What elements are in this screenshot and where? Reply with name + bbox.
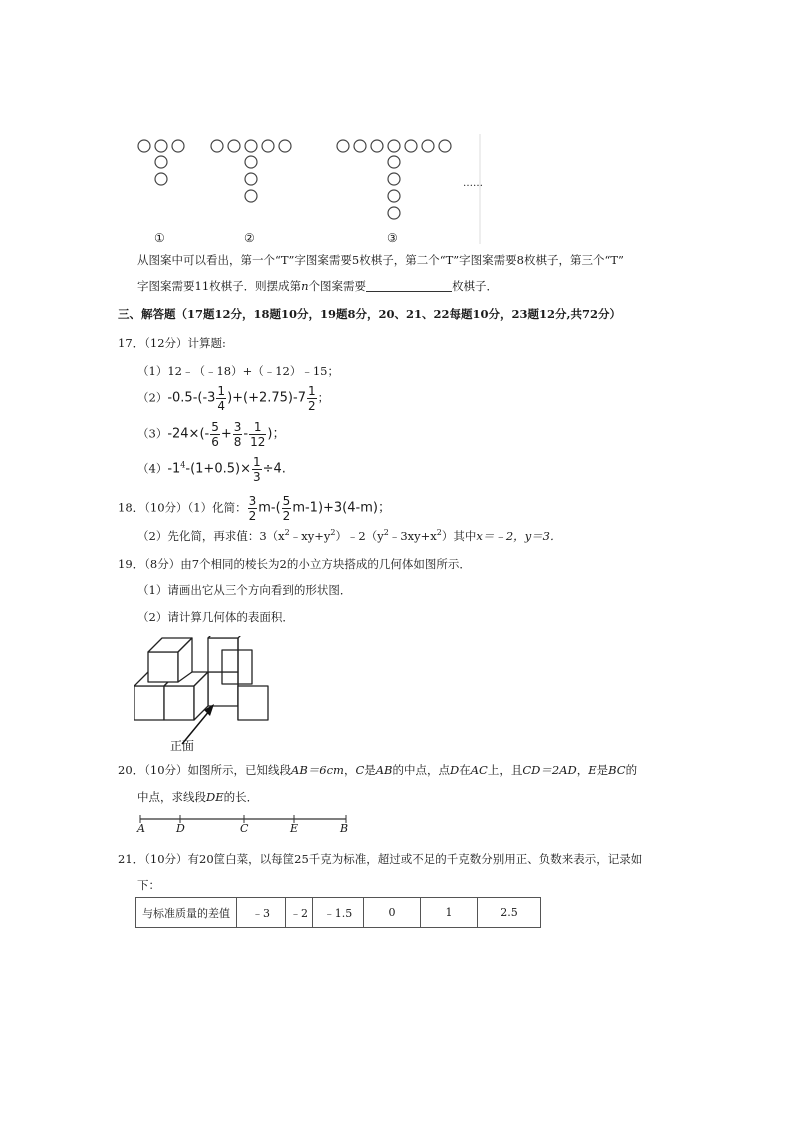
t-pattern-figure: [128, 132, 488, 250]
q20-e: E: [588, 763, 597, 777]
point-c: C: [240, 822, 249, 835]
chess-piece: [422, 140, 434, 152]
fraction: $\frac{3}{8}$: [233, 420, 242, 449]
q20-text: 的: [625, 763, 638, 777]
exponent: 2: [383, 528, 389, 538]
fraction: $\frac{1}{2}$: [307, 384, 316, 413]
q20-c: C: [355, 763, 365, 777]
chess-piece: [228, 140, 240, 152]
q20-ac: AC: [470, 763, 488, 777]
cube-top: [208, 636, 252, 638]
chess-piece: [245, 156, 257, 168]
q20-text: 中点，求线段: [137, 790, 206, 804]
q16-text-b: 个图案需要: [308, 279, 367, 293]
table-cell: ﹣1.5: [313, 898, 364, 928]
fraction: $\frac{1}{3}$: [252, 455, 261, 484]
q20-text: 的中点，点: [392, 763, 451, 777]
q16-line2: [137, 278, 498, 294]
chess-piece: [371, 140, 383, 152]
q20-line2: [137, 789, 258, 805]
chess-piece: [388, 207, 400, 219]
q18-p2-text: ）其中: [441, 529, 477, 543]
q18-p2-text: （2）先化简，再求值：3（x: [137, 529, 285, 543]
q16-line1: 从图案中可以看出，第一个“T”字图案需要5枚棋子，第二个“T”字图案需要8枚棋子，第三个“T”: [137, 253, 624, 267]
chess-piece: [262, 140, 274, 152]
q20-text: 是: [596, 763, 609, 777]
exponent: 2: [436, 528, 442, 538]
q17-part2-expr-a: -0.5-(-3: [167, 390, 216, 406]
q17-part4-label: （4）: [137, 461, 168, 476]
q17-part2-end: ；: [317, 390, 330, 405]
pattern-label-2: ②: [244, 231, 255, 245]
q18-expr-a: m-(: [258, 500, 281, 516]
q18-x-value: x＝﹣2，: [476, 529, 525, 543]
section3-title: 三、解答题（17题12分，18题10分，19题8分，20、21、22每题10分，23题12分,共72分）: [118, 307, 622, 321]
q17-part4-expr-a: -1: [167, 461, 181, 477]
q18-line1: [118, 494, 391, 523]
q21-line1: 21．（10分）有20筐白菜，以每筐25千克为标准，超过或不足的千克数分别用正、负数来表示，记录如: [118, 852, 643, 866]
q18-expr-b: m-1)+3(4-m)；: [292, 500, 391, 516]
chess-piece: [405, 140, 417, 152]
chess-piece: [138, 140, 150, 152]
fraction: $\frac{1}{12}$: [250, 420, 266, 449]
cube-front: [238, 686, 268, 720]
q20-line1: [118, 762, 637, 778]
q16-text-a: 字图案需要11枚棋子．则摆成第: [137, 279, 302, 293]
chess-piece: [245, 173, 257, 185]
point-d: D: [176, 822, 185, 835]
chess-piece: [155, 173, 167, 185]
q20-ab: AB＝6cm: [291, 763, 344, 777]
q21-line2: 下：: [137, 878, 160, 892]
q17-part2-expr-b: )+(+2.75)-7: [227, 390, 306, 406]
chess-piece: [388, 156, 400, 168]
q17-stem: 17．（12分）计算题:: [118, 336, 226, 350]
chess-piece: [388, 173, 400, 185]
fraction: $\frac{5}{2}$: [282, 494, 291, 523]
point-e: E: [290, 822, 299, 835]
chess-piece: [388, 140, 400, 152]
q20-text: 上，且: [487, 763, 523, 777]
q18-p2-text: ﹣3xy+x: [388, 529, 437, 543]
front-label: 正面: [170, 739, 195, 753]
chess-piece: [388, 190, 400, 202]
point-a: A: [137, 822, 145, 835]
chess-piece: [245, 140, 257, 152]
exponent: 2: [284, 528, 290, 538]
q17-part3: [137, 420, 285, 449]
cube-front: [134, 686, 164, 720]
chess-piece: [172, 140, 184, 152]
q17-part3-expr-a: -24×(-: [167, 426, 210, 442]
pattern-label-3: ③: [387, 231, 398, 245]
q20-cd: CD＝2AD: [522, 763, 577, 777]
q17-part2-label: （2）: [137, 390, 168, 405]
q16-text-c: 枚棋子．: [452, 279, 499, 293]
q19-stem: 19．（8分）由7个相同的棱长为2的小立方块搭成的几何体如图所示．: [118, 557, 471, 571]
q17-part4-expr-b: -(1+0.5)×: [185, 461, 251, 477]
point-b: B: [340, 822, 349, 835]
cube-front: [208, 672, 238, 706]
q20-text: 是: [364, 763, 376, 777]
q17-part1: （1）12﹣（﹣18）+（﹣12）﹣15；: [137, 364, 339, 378]
fraction: $\frac{3}{2}$: [248, 494, 257, 523]
table-cell: 1: [421, 898, 478, 928]
q18-p2-text: ﹣xy+y: [289, 529, 331, 543]
q20-ab: AB: [375, 763, 393, 777]
q17-part3-end: )；: [267, 426, 286, 442]
q20-de: DE: [206, 790, 224, 804]
q16-n: n: [301, 279, 309, 293]
q20-text: 的长．: [223, 790, 259, 804]
chess-piece: [337, 140, 349, 152]
chess-piece: [245, 190, 257, 202]
table-cell: 0: [364, 898, 421, 928]
q17-part4-expr-c: ÷4.: [262, 461, 286, 477]
cube-front: [208, 638, 238, 672]
q17-part3-expr-b: +: [220, 426, 232, 442]
cube-front: [148, 652, 178, 682]
cube-solid-figure: [134, 636, 276, 754]
chess-piece: [155, 140, 167, 152]
pattern-label-1: ①: [154, 231, 165, 245]
q17-part4: [137, 455, 286, 484]
q17-part4-exponent: 4: [180, 460, 186, 470]
q18-stem: 18．（10分）（1）化简：: [118, 500, 247, 515]
q20-bc: BC: [608, 763, 626, 777]
q20-text: 20．（10分）如图所示，已知线段: [118, 763, 292, 777]
chess-piece: [155, 156, 167, 168]
table-row: [136, 898, 541, 928]
q16-answer-blank[interactable]: [366, 279, 452, 292]
table-cell: ﹣3: [237, 898, 286, 928]
chess-piece: [279, 140, 291, 152]
q18-y-value: y＝3．: [524, 529, 562, 543]
fraction: $\frac{5}{6}$: [211, 420, 219, 449]
q20-d: D: [450, 763, 460, 777]
table-cell: ﹣2: [286, 898, 313, 928]
weight-difference-table: [135, 897, 541, 928]
q20-text: 在: [459, 763, 471, 777]
q19-part2: （2）请计算几何体的表面积．: [137, 610, 294, 624]
q18-p2-text: ）﹣2（y: [335, 529, 384, 543]
q17-part3-expr-c: -: [243, 426, 249, 442]
q18-part2: [137, 528, 562, 544]
fraction: $\frac{1}{4}$: [217, 384, 226, 413]
chess-piece: [354, 140, 366, 152]
q20-text: ，: [343, 763, 356, 777]
chess-piece: [439, 140, 451, 152]
pattern-ellipsis: ……: [463, 178, 483, 189]
cube-front: [164, 686, 194, 720]
exponent: 2: [330, 528, 336, 538]
q20-text: ，: [576, 763, 589, 777]
q17-part3-label: （3）: [137, 426, 168, 441]
table-header-cell: 与标准质量的差值: [136, 898, 237, 928]
chess-piece: [211, 140, 223, 152]
q17-part2: [137, 384, 329, 413]
q19-part1: （1）请画出它从三个方向看到的形状图．: [137, 583, 352, 597]
table-cell: 2.5: [478, 898, 541, 928]
